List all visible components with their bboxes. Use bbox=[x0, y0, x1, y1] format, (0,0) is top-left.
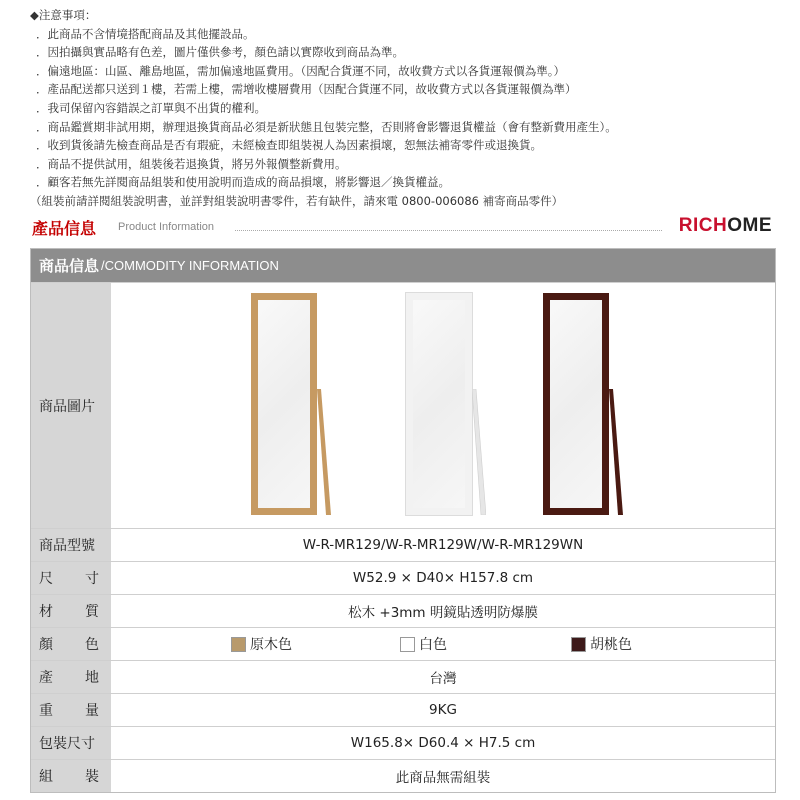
table-row-image bbox=[31, 282, 775, 528]
notice-item: ．產品配送都只送到１樓，若需上樓，需增收樓層費用（因配合貨運不同，故收費方式以各貨運報價為準） bbox=[36, 82, 577, 97]
notice-footer: （組裝前請詳閱組裝說明書，並詳對組裝說明書零件，若有缺件，請來電 0800-006086 補寄商品零件） bbox=[30, 193, 564, 208]
notice-item: ．我司保留內容錯誤之訂單與不出貨的權利。 bbox=[36, 100, 266, 115]
mirror-stand-leg bbox=[609, 389, 623, 515]
notice-item: ．因拍攝與實品略有色差，圖片僅供參考，顏色請以實際收到商品為準。 bbox=[36, 45, 404, 60]
table-row-origin bbox=[31, 660, 775, 693]
row-label: 產地 bbox=[31, 661, 111, 693]
row-label: 商品圖片 bbox=[31, 283, 111, 528]
weight-value: 9KG bbox=[429, 702, 457, 718]
color-options bbox=[111, 628, 775, 660]
mirror-stand-leg bbox=[472, 389, 486, 515]
mirror-image-natural bbox=[251, 293, 331, 518]
notice-item: ．收到貨後請先檢查商品是否有瑕疵，未經檢查即組裝視人為因素損壞，恕無法補寄零件或退換貨。 bbox=[36, 138, 542, 153]
size-value: W52.9 × D40× H157.8 cm bbox=[352, 570, 534, 586]
table-row-material bbox=[31, 594, 775, 627]
notice-item: ．此商品不含情境搭配商品及其他擺設品。 bbox=[36, 26, 255, 41]
row-label: 顏色 bbox=[31, 628, 111, 660]
row-label: 材質 bbox=[31, 595, 111, 627]
table-row-weight bbox=[31, 693, 775, 726]
notice-item: ．偏遠地區：山區、離島地區，需加偏遠地區費用。（因配合貨運不同，故收費方式以各貨運報價為準。） bbox=[36, 63, 565, 78]
commodity-table bbox=[30, 248, 776, 793]
color-option: 胡桃色 bbox=[571, 634, 632, 654]
row-label: 商品型號 bbox=[31, 529, 111, 561]
color-option: 原木色 bbox=[231, 634, 292, 654]
notice-section bbox=[30, 6, 790, 211]
model-value: W-R-MR129/W-R-MR129W/W-R-MR129WN bbox=[302, 537, 584, 553]
row-label: 組裝 bbox=[31, 760, 111, 792]
table-row-color bbox=[31, 627, 775, 660]
mirror-image-white bbox=[406, 293, 486, 518]
notice-item: ．商品不提供試用，組裝後若退換貨，將另外報價整新費用。 bbox=[36, 156, 347, 171]
color-option: 白色 bbox=[400, 634, 447, 654]
mirror-stand-leg bbox=[317, 389, 331, 515]
section-subtitle: Product Information bbox=[118, 221, 214, 233]
material-value: 松木 +3mm 明鏡貼透明防爆膜 bbox=[348, 605, 538, 621]
table-title-bar bbox=[31, 249, 775, 282]
section-title: 產品信息 bbox=[32, 219, 97, 238]
package-value: W165.8× D60.4 × H7.5 cm bbox=[350, 735, 536, 751]
color-swatch bbox=[571, 637, 586, 652]
color-swatch bbox=[400, 637, 415, 652]
row-label: 重量 bbox=[31, 694, 111, 726]
row-label: 包裝尺寸 bbox=[31, 727, 111, 759]
table-title: 商品信息 bbox=[39, 257, 100, 275]
table-row-model bbox=[31, 528, 775, 561]
mirror-image-walnut bbox=[543, 293, 623, 518]
notice-item: ．商品鑑賞期非試用期，辦理退換貨商品必須是新狀態且包裝完整，否則將會影響退貨權益（會有整新費用產生）。 bbox=[36, 119, 617, 134]
product-info-header bbox=[30, 214, 772, 238]
dotted-divider bbox=[235, 230, 662, 231]
notice-heading: ◆注意事項： bbox=[30, 8, 97, 22]
table-row-size bbox=[31, 561, 775, 594]
color-swatch bbox=[231, 637, 246, 652]
table-row-assembly bbox=[31, 759, 775, 792]
brand-logo: RICHOME bbox=[678, 215, 772, 236]
notice-item: ．顧客若無先詳閱商品組裝和使用說明而造成的商品損壞，將影響退／換貨權益。 bbox=[36, 175, 450, 190]
product-images bbox=[111, 283, 775, 528]
assembly-value: 此商品無需組裝 bbox=[395, 770, 491, 786]
table-title-en: /COMMODITY INFORMATION bbox=[101, 258, 279, 273]
row-label: 尺寸 bbox=[31, 562, 111, 594]
table-row-package bbox=[31, 726, 775, 759]
origin-value: 台灣 bbox=[429, 671, 457, 687]
